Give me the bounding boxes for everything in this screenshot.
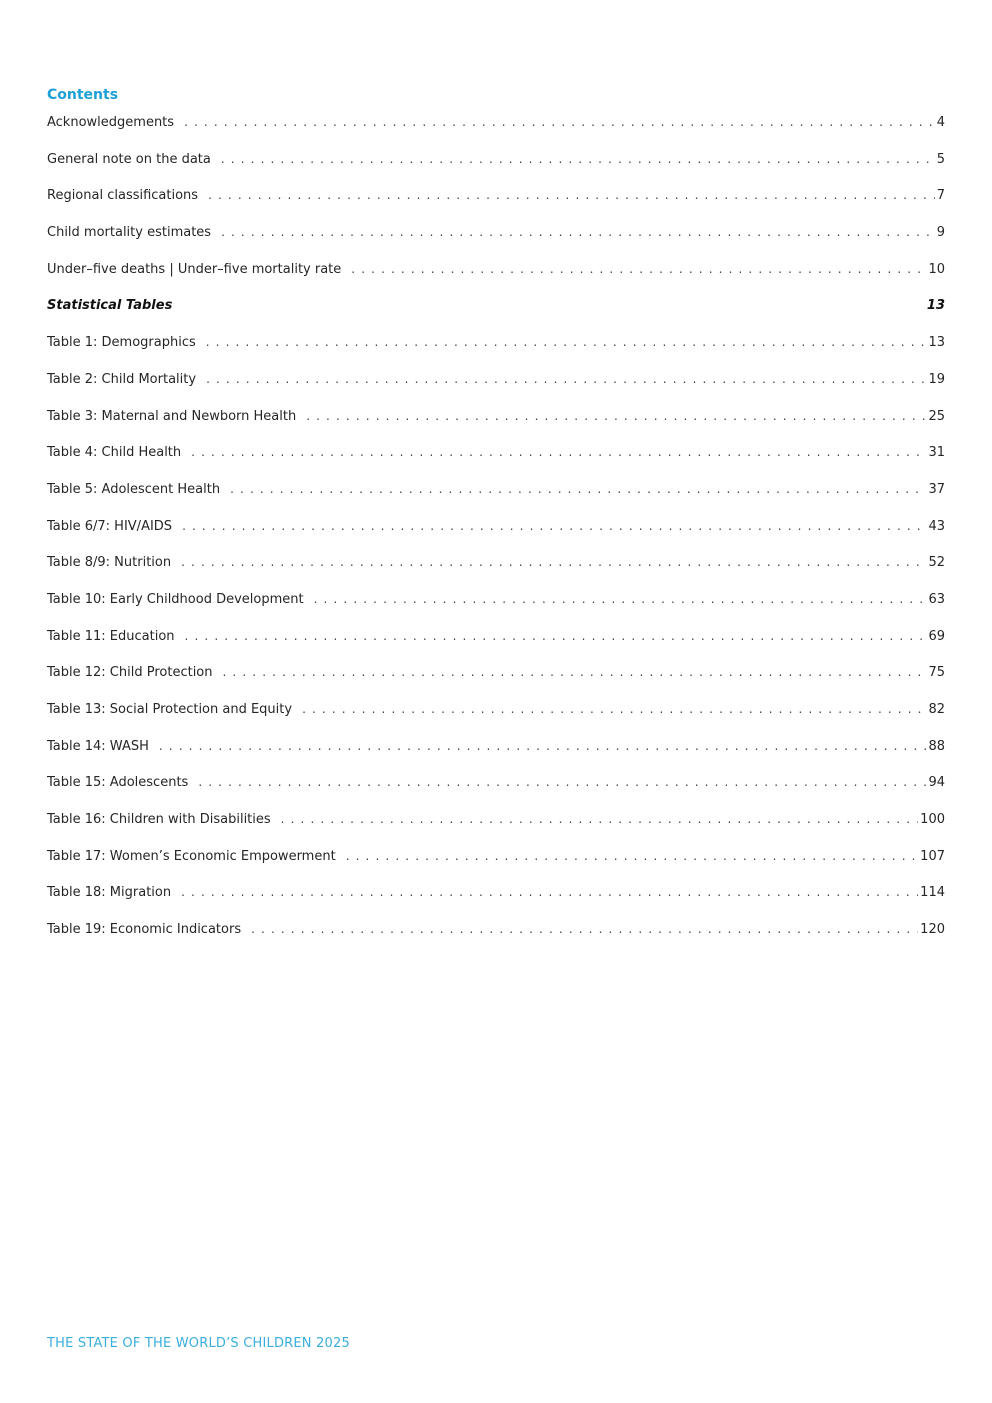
toc-entry-table-16[interactable] (47, 812, 945, 849)
dot-leader (185, 629, 927, 644)
running-footer: THE STATE OF THE WORLD’S CHILDREN 2025 (47, 1336, 350, 1351)
toc-entry-page: 63 (928, 591, 945, 607)
toc-entry-table-17[interactable] (47, 849, 945, 886)
dot-leader (314, 592, 927, 607)
toc-entry-child-mortality-estimates[interactable] (47, 225, 945, 262)
toc-entry-table-11[interactable] (47, 629, 945, 666)
dot-leader (223, 665, 927, 680)
toc-entry-table-2[interactable] (47, 372, 945, 409)
toc-entry-page: 114 (920, 885, 945, 901)
toc-entry-table-18[interactable] (47, 885, 945, 922)
toc-entry-table-8-9[interactable] (47, 555, 945, 592)
toc-entry-label: Acknowledgements (47, 115, 175, 130)
toc-section-label: Statistical Tables (47, 298, 173, 314)
toc-entry-acknowledgements[interactable] (47, 115, 945, 152)
toc-entry-page: 120 (920, 922, 945, 938)
toc-entry-label: Table 17: Women’s Economic Empowerment (47, 848, 336, 864)
toc-entry-page: 52 (928, 555, 945, 571)
dot-leader (346, 849, 918, 864)
toc-entry-page: 13 (928, 335, 945, 351)
dot-leader (221, 152, 935, 167)
toc-entry-table-4[interactable] (47, 445, 945, 482)
toc-entry-table-12[interactable] (47, 665, 945, 702)
dot-leader (181, 555, 926, 570)
dot-leader (306, 409, 926, 424)
toc-entry-label: Table 13: Social Protection and Equity (47, 702, 293, 717)
dot-leader (206, 335, 927, 350)
toc-entry-label: Table 5: Adolescent Health (47, 481, 221, 497)
dot-leader (351, 262, 926, 277)
toc-entry-label: Table 11: Education (47, 628, 175, 644)
toc-entry-page: 100 (920, 812, 945, 828)
toc-entry-table-19[interactable] (47, 922, 945, 959)
toc-entry-page: 88 (928, 738, 945, 754)
toc-entry-label: Table 12: Child Protection (47, 665, 213, 681)
toc-entry-label: Table 2: Child Mortality (47, 371, 197, 387)
toc-entry-label: Regional classifications (47, 188, 199, 204)
toc-entry-page: 107 (920, 848, 945, 864)
dot-leader (251, 922, 918, 937)
dot-leader (159, 739, 927, 754)
toc-entry-label: Table 8/9: Nutrition (47, 555, 172, 571)
toc-entry-page: 9 (936, 225, 945, 241)
toc-entry-table-14[interactable] (47, 739, 945, 776)
toc-section-statistical-tables[interactable] (47, 298, 945, 335)
dot-leader (230, 482, 926, 497)
toc-entry-page: 43 (928, 518, 945, 534)
toc-entry-label: Child mortality estimates (47, 225, 212, 241)
toc-entry-label: Table 3: Maternal and Newborn Health (47, 408, 297, 424)
toc-entry-table-3[interactable] (47, 409, 945, 446)
dot-leader (198, 775, 926, 790)
contents-heading: Contents (47, 87, 119, 103)
dot-leader (208, 188, 935, 203)
toc-entry-page: 75 (928, 665, 945, 681)
toc-entry-page: 19 (928, 371, 945, 387)
toc-entry-label: Table 18: Migration (47, 885, 172, 901)
dot-leader (182, 519, 926, 534)
dot-leader (221, 225, 935, 240)
dot-leader (191, 445, 926, 460)
toc-list (47, 115, 945, 959)
toc-entry-page: 10 (928, 261, 945, 277)
toc-entry-page: 37 (928, 481, 945, 497)
toc-entry-table-15[interactable] (47, 775, 945, 812)
toc-entry-label: Table 16: Children with Disabilities (47, 812, 271, 828)
toc-section-page: 13 (926, 298, 945, 314)
toc-entry-page: 31 (928, 445, 945, 461)
toc-entry-page: 4 (936, 115, 945, 130)
toc-entry-table-5[interactable] (47, 482, 945, 519)
dot-leader (181, 885, 918, 900)
toc-entry-label: Table 6/7: HIV/AIDS (47, 518, 173, 534)
toc-entry-table-6-7[interactable] (47, 519, 945, 556)
toc-entry-label: General note on the data (47, 151, 211, 167)
toc-entry-label: Table 1: Demographics (47, 335, 196, 351)
toc-entry-page: 7 (936, 188, 945, 204)
toc-entry-label: Table 4: Child Health (47, 445, 182, 461)
toc-entry-under-five-deaths[interactable] (47, 262, 945, 299)
toc-entry-table-1[interactable] (47, 335, 945, 372)
toc-entry-label: Table 10: Early Childhood Development (47, 591, 304, 607)
toc-entry-general-note[interactable] (47, 152, 945, 189)
toc-entry-page: 82 (928, 702, 945, 717)
toc-entry-page: 25 (928, 408, 945, 424)
dot-leader (302, 702, 926, 717)
toc-entry-label: Table 15: Adolescents (47, 775, 189, 791)
toc-entry-label: Table 19: Economic Indicators (47, 922, 242, 938)
toc-entry-page: 69 (928, 628, 945, 644)
toc-entry-page: 94 (928, 775, 945, 791)
dot-leader (184, 115, 935, 130)
contents-page (47, 85, 945, 959)
toc-entry-table-10[interactable] (47, 592, 945, 629)
toc-entry-table-13[interactable] (47, 702, 945, 739)
dot-leader (206, 372, 926, 387)
toc-entry-label: Table 14: WASH (47, 738, 149, 754)
dot-leader (281, 812, 919, 827)
toc-entry-page: 5 (936, 151, 945, 167)
toc-entry-regional-classifications[interactable] (47, 188, 945, 225)
toc-entry-label: Under–five deaths | Under–five mortality rate (47, 261, 342, 277)
